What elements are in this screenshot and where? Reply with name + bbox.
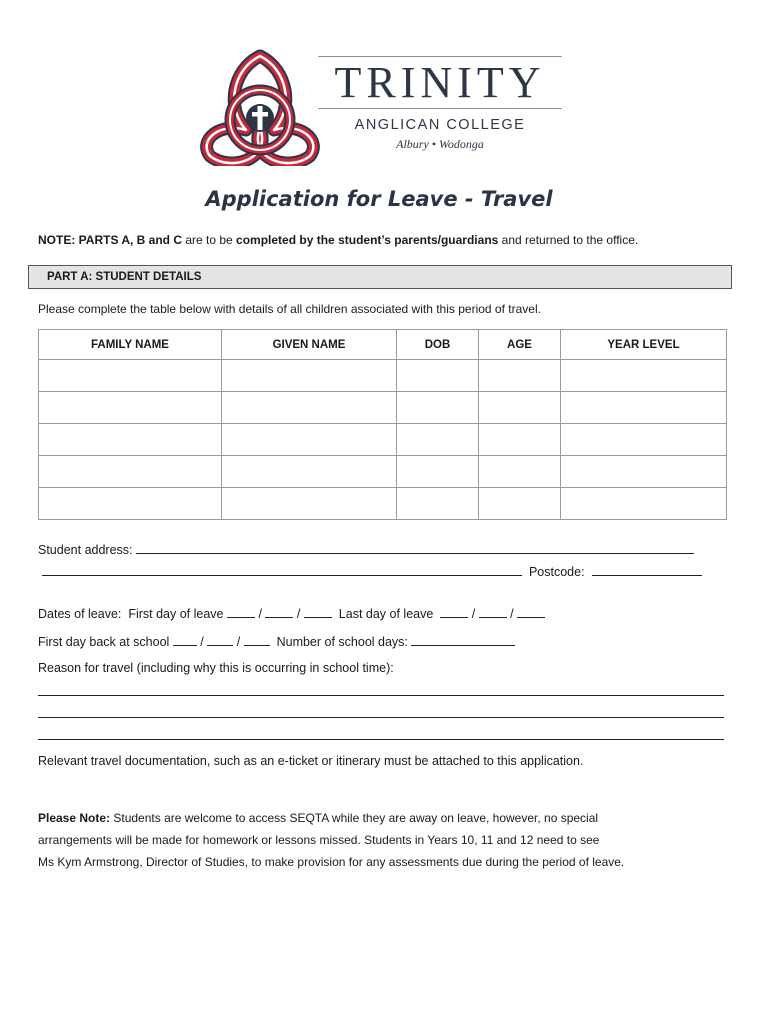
please-note-label: Please Note:	[38, 811, 111, 825]
age-cell[interactable]	[479, 456, 561, 488]
family-name-cell[interactable]	[39, 392, 222, 424]
given-name-cell[interactable]	[222, 424, 397, 456]
note-bold: completed by the student’s parents/guardians	[236, 233, 499, 247]
reason-line-2[interactable]	[38, 717, 724, 718]
table-row	[39, 360, 727, 392]
table-row	[39, 456, 727, 488]
column-header-age: AGE	[479, 330, 561, 360]
year-level-cell[interactable]	[561, 392, 727, 424]
table-row	[39, 424, 727, 456]
please-note-text-1: Students are welcome to access SEQTA while they are away on leave, however, no special	[110, 811, 599, 825]
form-title: Application for Leave - Travel	[205, 187, 553, 211]
address-field-line1[interactable]	[136, 541, 694, 554]
year-level-cell[interactable]	[561, 456, 727, 488]
reason-line-1[interactable]	[38, 695, 724, 696]
please-note-paragraph	[38, 807, 738, 873]
postcode-label: Postcode:	[528, 565, 585, 579]
note-tail: and returned to the office.	[498, 233, 639, 247]
wordmark-rule	[318, 108, 562, 109]
reason-label: Reason for travel (including why this is occurring in school time):	[38, 661, 394, 675]
school-days-field[interactable]	[411, 633, 515, 646]
leave-first-day-mm[interactable]	[265, 605, 293, 618]
student-details-table	[38, 329, 727, 520]
leave-last-day-mm[interactable]	[479, 605, 507, 618]
column-header-year-level: YEAR LEVEL	[561, 330, 727, 360]
leave-first-day-label: Dates of leave: First day of leave	[38, 607, 224, 621]
dob-cell[interactable]	[397, 488, 479, 520]
back-day-mm[interactable]	[207, 633, 233, 646]
leave-last-day-yy[interactable]	[517, 605, 545, 618]
table-row	[39, 488, 727, 520]
college-subtitle: ANGLICAN COLLEGE	[354, 117, 526, 133]
leave-last-day-label: Last day of leave	[338, 607, 434, 621]
dob-cell[interactable]	[397, 360, 479, 392]
table-row	[39, 392, 727, 424]
family-name-cell[interactable]	[39, 488, 222, 520]
address-field-line2[interactable]	[42, 563, 522, 576]
college-name: TRINITY	[334, 58, 546, 107]
age-cell[interactable]	[479, 424, 561, 456]
family-name-cell[interactable]	[39, 456, 222, 488]
age-cell[interactable]	[479, 392, 561, 424]
family-name-cell[interactable]	[39, 424, 222, 456]
leave-first-day-yy[interactable]	[304, 605, 332, 618]
dob-cell[interactable]	[397, 424, 479, 456]
note-lead: NOTE: PARTS A, B and C	[38, 233, 182, 247]
documentation-note: Relevant travel documentation, such as an e-ticket or itinerary must be attached to this application.	[38, 754, 584, 768]
leave-first-day-dd[interactable]	[227, 605, 255, 618]
address-row-2	[42, 563, 702, 579]
year-level-cell[interactable]	[561, 424, 727, 456]
column-header-dob: DOB	[397, 330, 479, 360]
school-days-label: Number of school days:	[276, 635, 408, 649]
column-header-given-name: GIVEN NAME	[222, 330, 397, 360]
back-day-yy[interactable]	[244, 633, 270, 646]
wordmark-rule	[318, 56, 562, 57]
part-a-heading: PART A: STUDENT DETAILS	[28, 265, 732, 289]
leave-dates-row: Dates of leave: First day of leave / / Last day of leave / /	[38, 605, 545, 621]
address-row	[38, 541, 694, 557]
back-at-school-label: First day back at school	[38, 635, 170, 649]
part-a-intro: Please complete the table below with details of all children associated with this period of travel.	[38, 302, 541, 316]
college-crest-icon	[190, 48, 330, 166]
postcode-field[interactable]	[592, 563, 702, 576]
please-note-line-1	[38, 807, 738, 829]
column-header-family-name: FAMILY NAME	[39, 330, 222, 360]
back-day-dd[interactable]	[173, 633, 197, 646]
form-note	[38, 233, 638, 247]
leave-last-day-dd[interactable]	[440, 605, 468, 618]
age-cell[interactable]	[479, 488, 561, 520]
college-location: Albury • Wodonga	[396, 137, 484, 151]
given-name-cell[interactable]	[222, 488, 397, 520]
please-note-line-2: arrangements will be made for homework or lessons missed. Students in Years 10, 11 and 12 need to see	[38, 833, 600, 847]
year-level-cell[interactable]	[561, 360, 727, 392]
given-name-cell[interactable]	[222, 456, 397, 488]
dob-cell[interactable]	[397, 392, 479, 424]
address-label: Student address:	[38, 543, 133, 557]
table-header-row	[39, 330, 727, 360]
return-date-row: First day back at school / / Number of school days:	[38, 633, 515, 649]
college-wordmark	[318, 56, 562, 152]
family-name-cell[interactable]	[39, 360, 222, 392]
please-note-line-3: Ms Kym Armstrong, Director of Studies, to make provision for any assessments due during the period of leave.	[38, 855, 625, 869]
reason-line-3[interactable]	[38, 739, 724, 740]
age-cell[interactable]	[479, 360, 561, 392]
note-mid: are to be	[182, 233, 237, 247]
year-level-cell[interactable]	[561, 488, 727, 520]
given-name-cell[interactable]	[222, 360, 397, 392]
dob-cell[interactable]	[397, 456, 479, 488]
given-name-cell[interactable]	[222, 392, 397, 424]
